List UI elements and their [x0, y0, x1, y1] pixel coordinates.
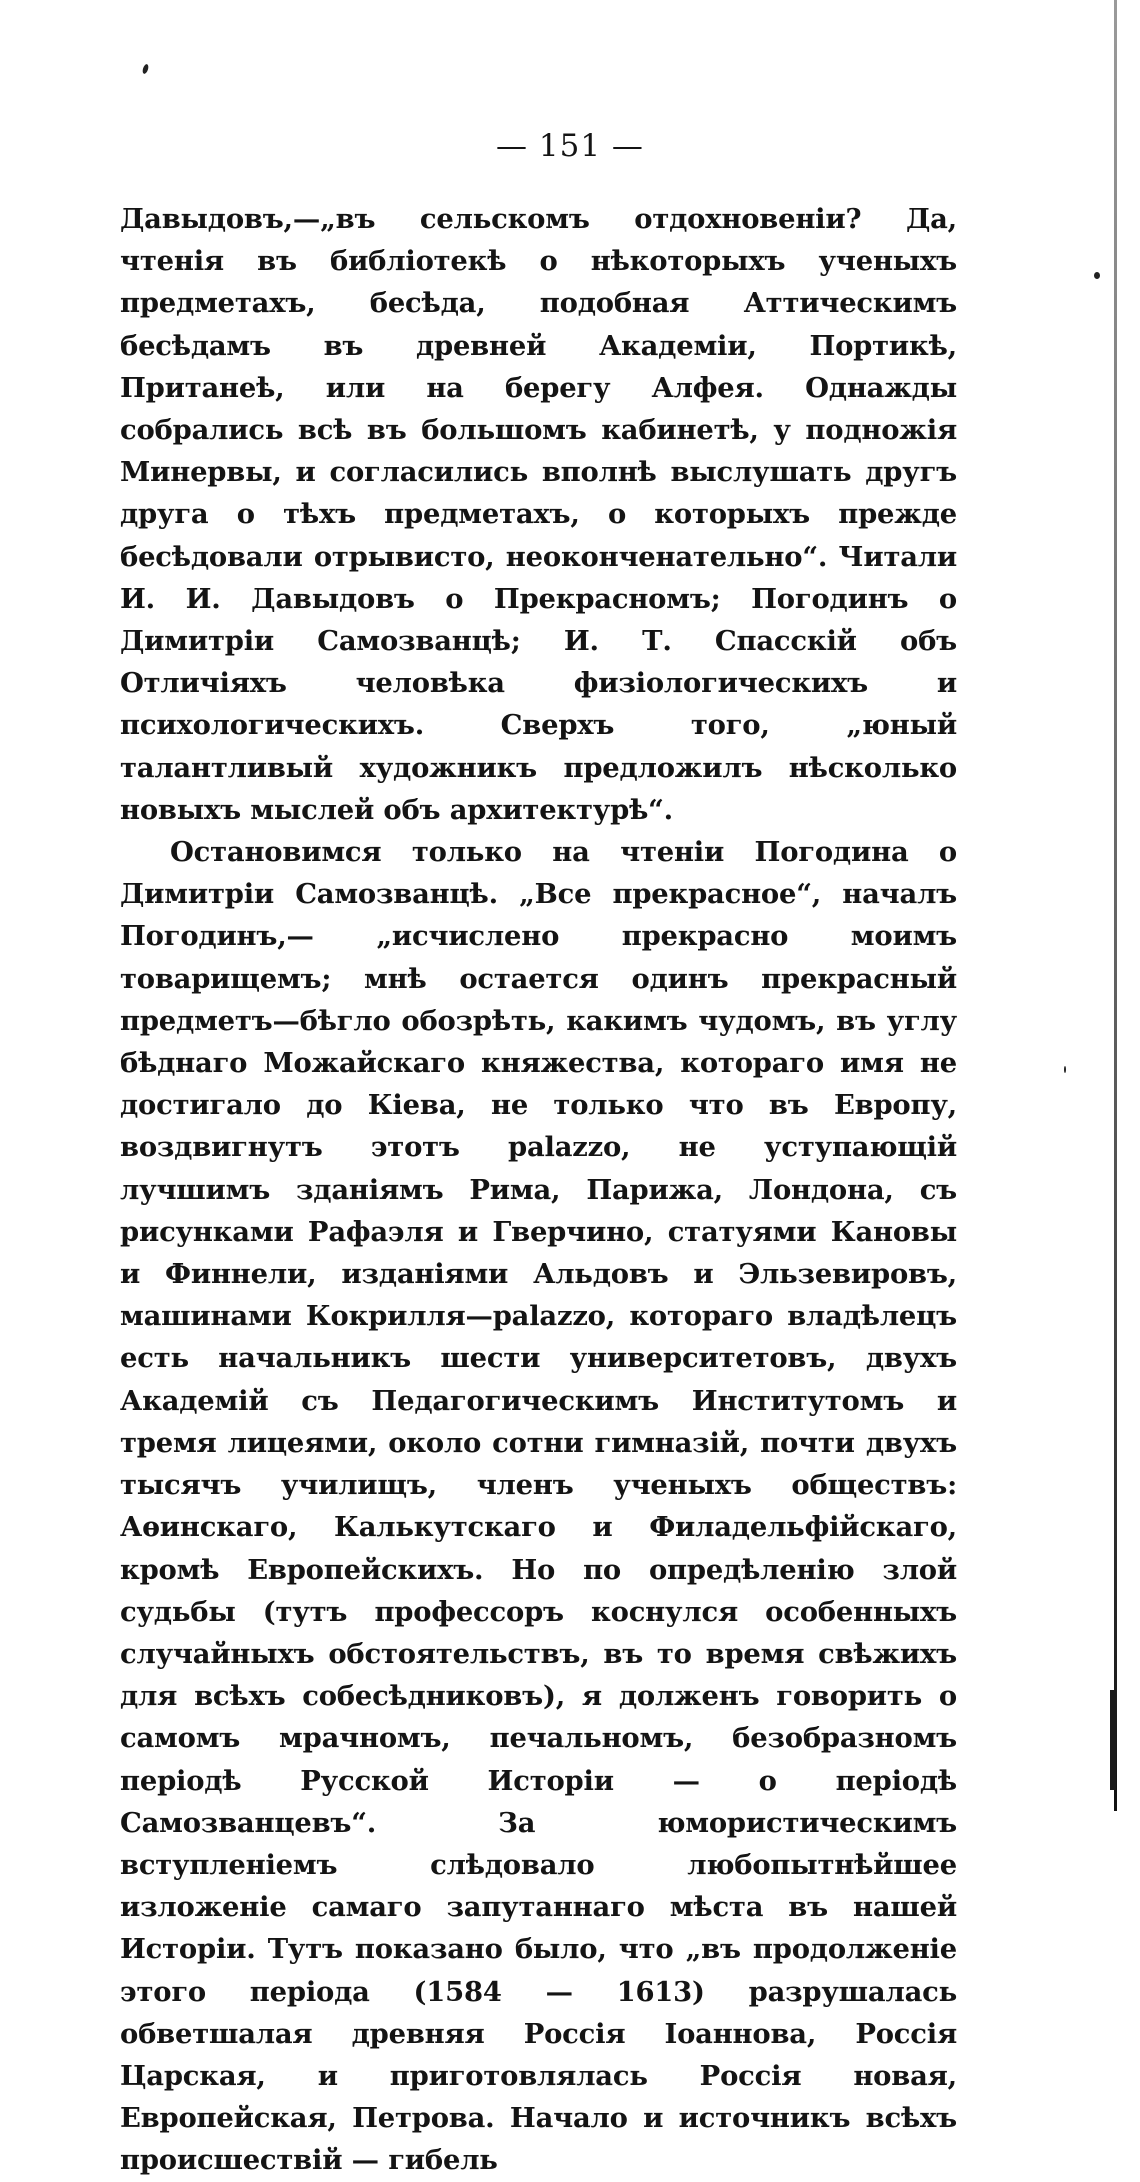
page-number: — 151 —: [496, 128, 644, 164]
page-edge-shadow: [1114, 0, 1117, 1811]
paragraph: Давыдовъ,—„въ сельскомъ отдохновеніи? Да, чтенія въ библіотекѣ о нѣкоторыхъ ученыхъ предметахъ, бесѣда, подобная Аттическимъ бесѣдамъ въ древней Академіи, Портикѣ, Пританеѣ, или на берегу Алфея. Однажды собрались всѣ въ большомъ кабинетѣ, у подножія Минервы, и согласились вполнѣ выслушать другъ друга о тѣхъ предметахъ, о которыхъ прежде бесѣдовали отрывисто, неоконченательно“. Читали И. И. Давыдовъ о Прекрасномъ; Погодинъ о Димитріи Самозванцѣ; И. Т. Спасскій объ Отличіяхъ человѣка физіологическихъ и психологическихъ. Сверхъ того, „юный талантливый художникъ предложилъ нѣсколько новыхъ мыслей объ архитектурѣ“.: [120, 203, 957, 826]
body-text: [120, 198, 957, 2182]
paragraph: Остановимся только на чтеніи Погодина о Димитріи Самозванцѣ. „Все прекрасное“, началъ Погодинъ,— „исчислено прекрасно моимъ товарищемъ; мнѣ остается одинъ прекрасный предметъ—бѣгло обозрѣть, какимъ чудомъ, въ углу бѣднаго Можайскаго княжества, котораго имя не достигало до Кіева, не только что въ Европу, воздвигнутъ этотъ palazzo, не уступающій лучшимъ зданіямъ Рима, Парижа, Лондона, съ рисунками Рафаэля и Гверчино, статуями Кановы и Финнели, изданіями Альдовъ и Эльзевировъ, машинами Кокрилля—palazzo, котораго владѣлецъ есть начальникъ шести университетовъ, двухъ Академій съ Педагогическимъ Институтомъ и тремя лицеями, около сотни гимназій, почти двухъ тысячъ училищъ, членъ ученыхъ обществъ: Аѳинскаго, Калькутскаго и Филадельфійскаго, кромѣ Европейскихъ. Но по опредѣленію злой судьбы (тутъ профессоръ коснулся особенныхъ случайныхъ обстоятельствъ, въ то время свѣжихъ для всѣхъ собесѣдниковъ), я долженъ говорить о самомъ мрачномъ, печальномъ, безобразномъ періодѣ Русской Исторіи — о періодѣ Самозванцевъ“. За юмористическимъ вступленіемъ слѣдовало любопытнѣйшее изложеніе самаго запутаннаго мѣста въ нашей Исторіи. Тутъ показано было, что „въ продолженіе этого періода (1584 — 1613) разрушалась обветшалая древняя Россія Іоаннова, Россія Царская, и приготовлялась Россія новая, Европейская, Петрова. Начало и источникъ всѣхъ происшествій — гибель: [120, 836, 957, 2177]
ink-speck: [1064, 1066, 1066, 1073]
ink-speck: [1094, 272, 1100, 279]
page-edge-shadow-bottom: [1110, 1690, 1116, 1790]
ink-speck: [142, 63, 150, 74]
